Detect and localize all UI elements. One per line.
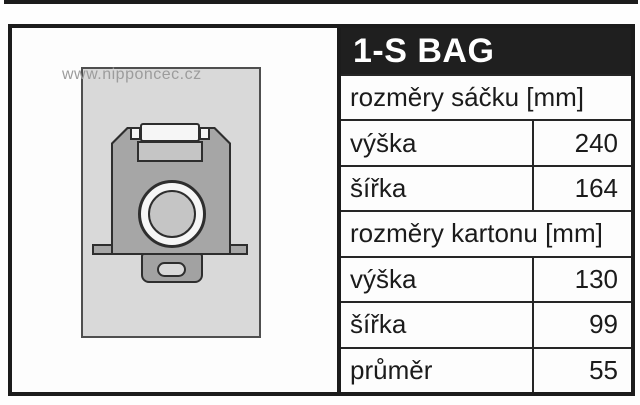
spec-section-row <box>341 210 631 255</box>
spec-row-value: 164 <box>532 167 631 210</box>
clip-side-tab-right <box>199 127 210 140</box>
spec-row-label: šířka <box>350 309 407 340</box>
spec-row-label: šířka <box>350 173 407 204</box>
spec-row-label: výška <box>350 127 417 158</box>
top-rule-line <box>4 0 638 4</box>
plate-top-recess <box>137 141 203 162</box>
spec-data-row <box>341 119 631 164</box>
product-title: 1-S BAG <box>341 28 631 74</box>
spec-row-label: výška <box>350 263 417 294</box>
pull-tab-slot <box>157 262 186 277</box>
suction-hole <box>148 190 196 238</box>
spec-row-label: průměr <box>350 354 433 385</box>
spec-row-value: 240 <box>532 121 631 164</box>
spec-section-label: rozměry sáčku [mm] <box>350 82 585 113</box>
spec-table-rows <box>341 74 631 392</box>
spec-data-row <box>341 165 631 210</box>
spec-table <box>341 28 631 392</box>
product-image-panel <box>12 28 341 392</box>
spec-section-row <box>341 74 631 119</box>
spec-data-row <box>341 256 631 301</box>
spec-row-value: 130 <box>532 258 631 301</box>
spec-section-label: rozměry kartonu [mm] <box>350 218 603 249</box>
spec-data-row <box>341 347 631 392</box>
spec-row-value: 99 <box>532 303 631 346</box>
spec-row-value: 55 <box>532 349 631 392</box>
closure-clip <box>140 123 200 142</box>
content-frame <box>8 24 635 396</box>
watermark-text: www.nipponcec.cz <box>62 66 202 83</box>
spec-data-row <box>341 301 631 346</box>
